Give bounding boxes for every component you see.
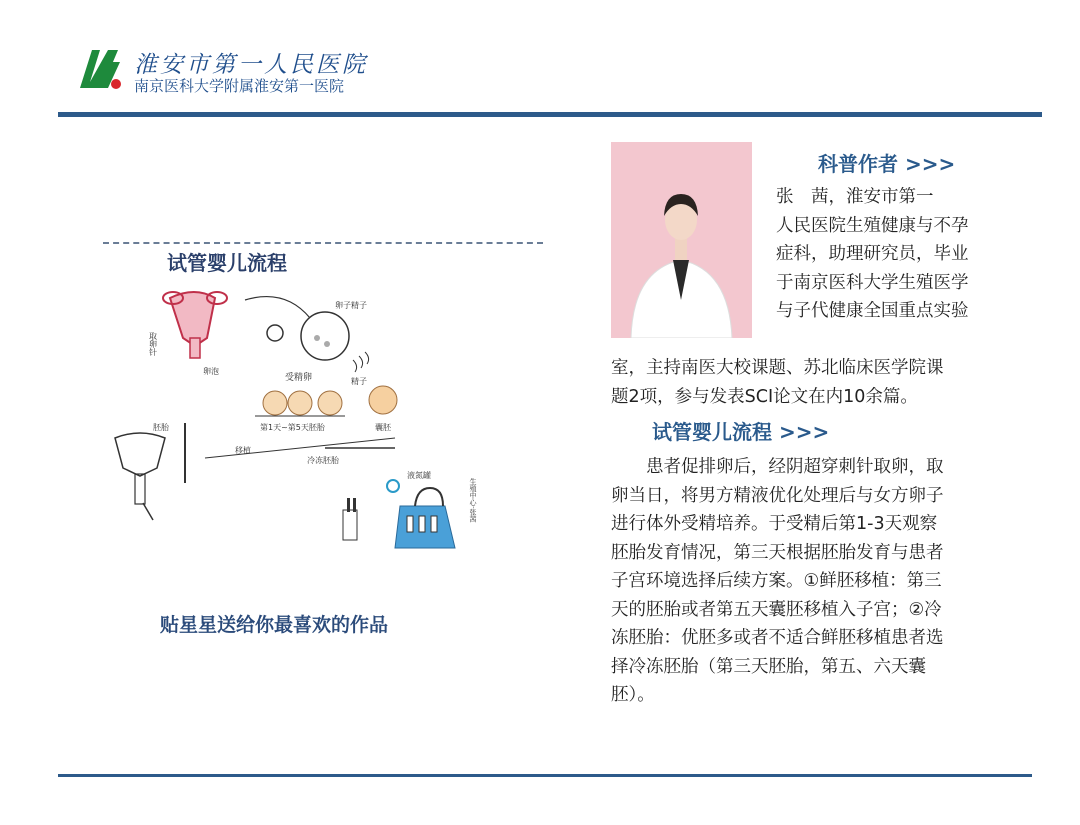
label-egg-sperm: 卵子精子 <box>335 301 367 310</box>
hospital-logo-icon <box>78 44 124 94</box>
process-line: 择冷冻胚胎（第三天胚胎，第五、六天囊 <box>611 656 926 677</box>
process-line: 子宫环境选择后续方案。①鲜胚移植：第三 <box>611 571 942 591</box>
process-line: 冻胚胎：优胚多或者不适合鲜胚移植患者选 <box>611 628 944 648</box>
bio-line: 室，主持南医大校课题、苏北临床医学院课 <box>611 358 944 378</box>
process-line: 胚）。 <box>611 685 655 705</box>
dashed-divider <box>103 242 543 244</box>
drawing-title: 试管婴儿流程 <box>167 251 287 275</box>
label-day1-5-embryo: 第1天~第5天胚胎 <box>260 423 325 432</box>
label-blastocyst: 囊胚 <box>375 423 391 432</box>
drawing-caption: 贴星星送给你最喜欢的作品 <box>160 614 389 636</box>
label-embryo: 胚胎 <box>153 423 169 432</box>
bio-line: 症科，助理研究员，毕业 <box>776 244 969 264</box>
cryo-tank-icon <box>343 480 455 548</box>
ivf-process-drawing <box>95 248 495 588</box>
hospital-subtitle: 南京医科大学附属淮安第一医院 <box>134 77 345 95</box>
process-line: 卵当日，将男方精液优化处理后与女方卵子 <box>611 485 944 506</box>
bio-line: 题2项，参与发表SCI论文在内10余篇。 <box>611 386 918 407</box>
label-nitrogen-tank: 液氮罐 <box>407 471 431 480</box>
author-bio-full <box>611 354 1006 411</box>
bio-line: 张 茜，淮安市第一 <box>776 187 934 207</box>
process-description <box>611 453 1006 710</box>
author-section-title: 科普作者 >>> <box>818 152 956 176</box>
label-follicle: 卵泡 <box>203 367 219 376</box>
egg-sperm-icon <box>267 312 369 372</box>
process-line: 患者促排卵后，经阴超穿刺针取卵，取 <box>611 457 944 477</box>
header-divider <box>58 112 1042 117</box>
author-bio-right <box>776 183 1006 326</box>
bio-line: 于南京医科大学生殖医学 <box>776 272 969 293</box>
label-frozen-embryo: 冷冻胚胎 <box>307 456 339 465</box>
process-line: 进行体外受精培养。于受精后第1-3天观察 <box>611 514 938 534</box>
process-line: 天的胚胎或者第五天囊胚移植入子宫；②冷 <box>611 599 942 620</box>
uterus-icon <box>163 292 227 358</box>
label-transfer: 移植 <box>235 446 251 455</box>
label-zygote: 受精卵 <box>285 373 313 383</box>
process-line: 胚胎发育情况，第三天根据胚胎发育与患者 <box>611 542 944 563</box>
label-signature: 生殖中心·张茜 <box>469 478 477 523</box>
embryo-icons <box>263 386 397 415</box>
bio-line: 人民医院生殖健康与不孕 <box>776 215 969 236</box>
author-photo <box>611 142 752 338</box>
process-section-title: 试管婴儿流程 >>> <box>652 420 830 444</box>
label-retrieval-needle: 取卵针 <box>148 332 158 356</box>
hospital-name: 淮安市第一人民医院 <box>134 52 368 78</box>
bio-line: 与子代健康全国重点实验 <box>776 301 969 321</box>
footer-divider <box>58 774 1032 777</box>
label-sperm: 精子 <box>351 377 367 386</box>
transfer-uterus-icon <box>115 423 185 520</box>
